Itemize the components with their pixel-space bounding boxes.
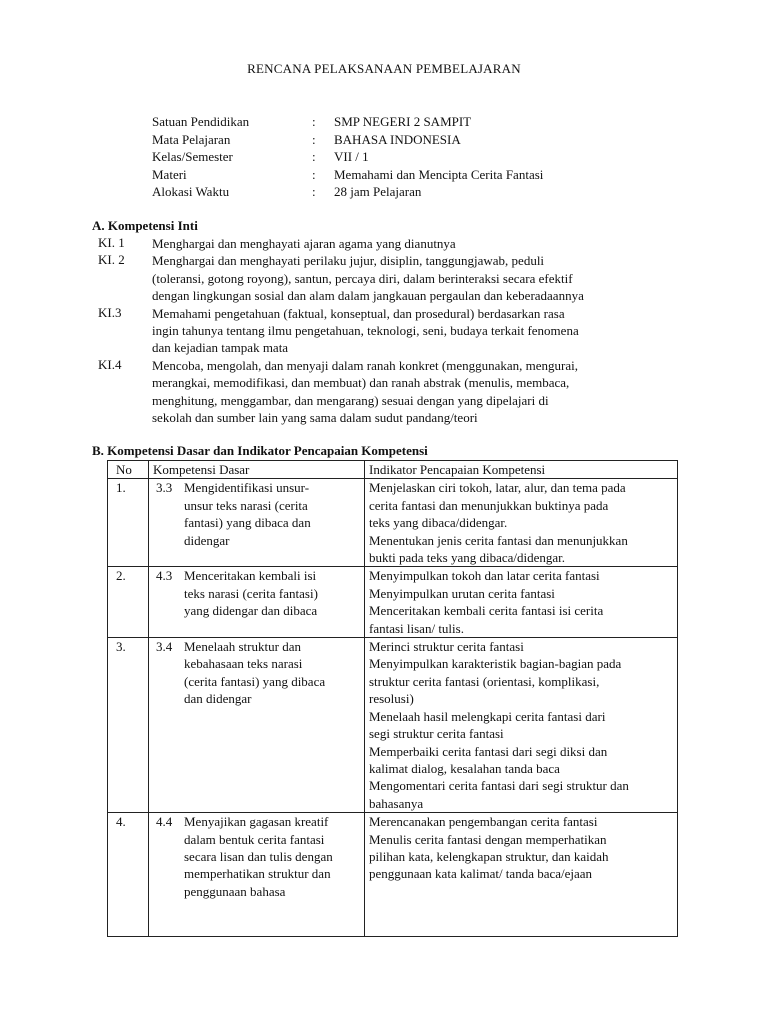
table-row bbox=[108, 638, 678, 813]
identity-label: Satuan Pendidikan bbox=[152, 114, 250, 129]
indikator-item: Menjelaskan ciri tokoh, latar, alur, dan tema pada cerita fantasi dan menunjukkan buktinya pada teks yang dibaca/didengar. bbox=[369, 480, 626, 531]
ki-code: KI. 1 bbox=[98, 235, 125, 250]
indikator-item: Menceritakan kembali cerita fantasi isi cerita fantasi lisan/ tulis. bbox=[369, 603, 604, 636]
header-no: No bbox=[108, 461, 149, 479]
indikator-item: Menyimpulkan karakteristik bagian-bagian pada struktur cerita fantasi (orientasi, komplikasi, resolusi) bbox=[369, 656, 622, 707]
ki-text: Menghargai dan menghayati ajaran agama yang dianutnya bbox=[152, 236, 456, 251]
row-kd bbox=[149, 813, 365, 937]
header-indikator: Indikator Pencapaian Kompetensi bbox=[365, 461, 678, 479]
kd-text: Menelaah struktur dan kebahasaan teks narasi (cerita fantasi) yang dibaca dan didengar bbox=[184, 639, 326, 707]
identity-value: 28 jam Pelajaran bbox=[334, 184, 422, 199]
row-indikator bbox=[365, 638, 678, 813]
document-title: RENCANA PELAKSANAAN PEMBELAJARAN bbox=[247, 61, 521, 76]
kd-code: 4.3 bbox=[156, 568, 173, 584]
identity-label: Materi bbox=[152, 166, 187, 182]
section-a-heading: A. Kompetensi Inti bbox=[92, 218, 198, 233]
row-no: 4. bbox=[108, 813, 149, 937]
identity-label: Kelas/Semester bbox=[152, 149, 233, 164]
indikator-item: Memperbaiki cerita fantasi dari segi diksi dan kalimat dialog, kesalahan tanda baca bbox=[369, 743, 608, 776]
indikator-item: Menentukan jenis cerita fantasi dan menunjukkan bukti pada teks yang dibaca/didengar. bbox=[369, 532, 628, 566]
table-row bbox=[108, 567, 678, 638]
kd-code: 3.3 bbox=[156, 480, 173, 496]
identity-value: VII / 1 bbox=[334, 149, 369, 164]
kd-text: Menyajikan gagasan kreatif dalam bentuk cerita fantasi secara lisan dan tulis dengan memperhatikan struktur dan penggunaan bahasa bbox=[184, 814, 333, 899]
table-row bbox=[108, 479, 678, 567]
identity-value: Memahami dan Mencipta Cerita Fantasi bbox=[334, 166, 544, 182]
row-kd bbox=[149, 479, 365, 567]
indikator-item: Menyimpulkan tokoh dan latar cerita fantasi bbox=[369, 568, 600, 584]
identity-colon: : bbox=[312, 114, 316, 129]
ki-item bbox=[92, 357, 692, 427]
identity-label: Alokasi Waktu bbox=[152, 184, 230, 199]
kompetensi-dasar-table bbox=[107, 460, 678, 937]
row-no: 2. bbox=[108, 567, 149, 638]
indikator-item: Mengomentari cerita fantasi dari segi struktur dan bahasanya bbox=[369, 778, 629, 811]
table-header-row bbox=[108, 461, 678, 479]
kompetensi-inti-list bbox=[92, 235, 692, 426]
ki-item bbox=[92, 252, 692, 304]
indikator-item: Menulis cerita fantasi dengan memperhatikan pilihan kata, kelengkapan struktur, dan kaidah penggunaan kata kalimat/ tanda baca/ejaan bbox=[369, 831, 609, 882]
table-row bbox=[108, 813, 678, 937]
row-kd bbox=[149, 638, 365, 813]
identity-colon: : bbox=[312, 149, 316, 164]
row-indikator bbox=[365, 813, 678, 937]
row-no: 1. bbox=[108, 479, 149, 567]
indikator-item: Merencanakan pengembangan cerita fantasi bbox=[369, 814, 598, 830]
ki-text: Memahami pengetahuan (faktual, konseptual, dan prosedural) berdasarkan rasa ingin tahunya tentang ilmu pengetahuan, teknologi, seni, budaya terkait fenomena dan kejadian tampak mata bbox=[152, 305, 579, 356]
kd-text: Menceritakan kembali isi teks narasi (cerita fantasi) yang didengar dan dibaca bbox=[184, 568, 318, 619]
ki-item bbox=[92, 235, 692, 252]
indikator-item: Merinci struktur cerita fantasi bbox=[369, 639, 524, 655]
identity-colon: : bbox=[312, 184, 316, 199]
identity-value: BAHASA INDONESIA bbox=[334, 131, 461, 147]
ki-code: KI.4 bbox=[98, 356, 122, 372]
kd-code: 4.4 bbox=[156, 814, 173, 830]
ki-code: KI.3 bbox=[98, 304, 122, 320]
identity-colon: : bbox=[312, 131, 316, 147]
row-no: 3. bbox=[108, 638, 149, 813]
row-indikator bbox=[365, 479, 678, 567]
header-kompetensi-dasar: Kompetensi Dasar bbox=[149, 461, 365, 479]
identity-colon: : bbox=[312, 166, 316, 182]
indikator-item: Menelaah hasil melengkapi cerita fantasi dari segi struktur cerita fantasi bbox=[369, 708, 606, 742]
row-indikator bbox=[365, 567, 678, 638]
section-b-heading: B. Kompetensi Dasar dan Indikator Pencapaian Kompetensi bbox=[92, 443, 428, 458]
row-kd bbox=[149, 567, 365, 638]
kd-code: 3.4 bbox=[156, 639, 173, 655]
identity-value: SMP NEGERI 2 SAMPIT bbox=[334, 114, 472, 129]
ki-text: Menghargai dan menghayati perilaku jujur, disiplin, tanggungjawab, peduli (toleransi, gotong royong), santun, percaya diri, dalam berinteraksi secara efektif dengan lingkungan sosial dan alam dalam jangkauan pergaulan dan keberadaannya bbox=[152, 253, 584, 304]
identity-label: Mata Pelajaran bbox=[152, 131, 231, 147]
indikator-item: Menyimpulkan urutan cerita fantasi bbox=[369, 585, 555, 601]
ki-text: Mencoba, mengolah, dan menyaji dalam ranah konkret (menggunakan, mengurai, merangkai, memodifikasi, dan membuat) dan ranah abstrak (menulis, membaca, menghitung, menggambar, dan mengarang) sesuai dengan yang dipelajari di sekolah dan sumber lain yang sama dalam sudut pandang/teori bbox=[152, 357, 578, 426]
kd-text: Mengidentifikasi unsur- unsur teks narasi (cerita fantasi) yang dibaca dan didengar bbox=[184, 480, 311, 548]
ki-code: KI. 2 bbox=[98, 252, 125, 268]
ki-item bbox=[92, 305, 692, 357]
